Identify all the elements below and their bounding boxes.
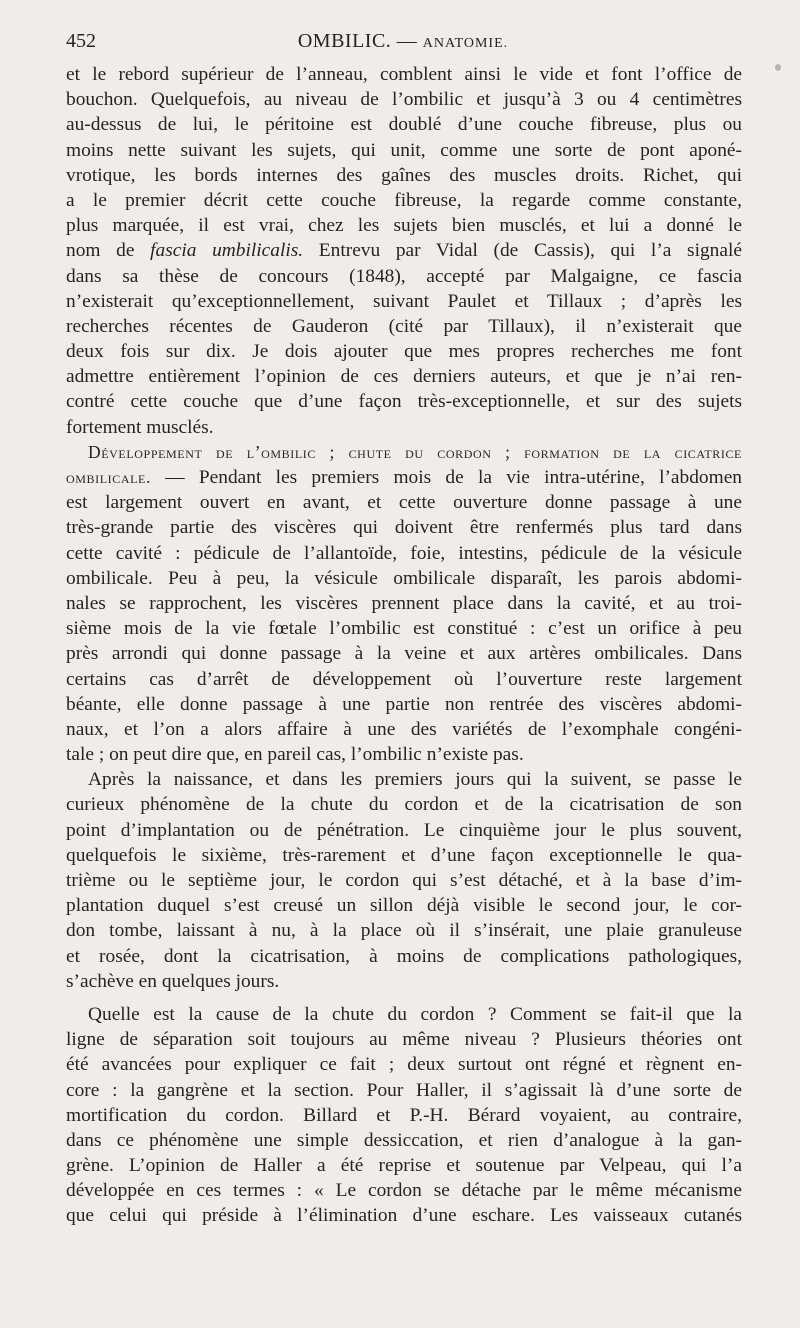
text-line: mortification du cordon. Billard et P.-H. Bérard voyaient, au contraire, [66, 1104, 742, 1126]
section-heading [66, 440, 742, 465]
text-segment: nom de [66, 240, 151, 262]
text-line: curieux phénomène de la chute du cordon et de la cicatrisation de son [66, 794, 742, 816]
section-heading-text: Développement de l’ombilic ; chute du cordon ; formation de la cicatrice [88, 441, 742, 462]
text-segment: — Pendant les premiers mois de la vie intra-utérine, l’abdomen [150, 467, 742, 488]
text-line: vrotique, les bords internes des gaînes des muscles droits. Richet, qui [66, 164, 742, 186]
text-line: point d’implantation ou de pénétration. Le cinquième jour le plus souvent, [66, 819, 742, 841]
text-line: plantation duquel s’est creusé un sillon déjà visible le second jour, le cor- [66, 895, 742, 917]
text-line: contré cette couche que d’une façon très-exceptionnelle, et sur des sujets [66, 391, 742, 413]
text-line: a le premier décrit cette couche fibreuse, la regarde comme constante, [66, 189, 742, 211]
body-text [66, 62, 742, 1229]
text-line: don tombe, laissant à nu, à la place où il s’insérait, une plaie granuleuse [66, 920, 742, 942]
text-line: développée en ces termes : « Le cordon se détache par le même mécanisme [66, 1180, 742, 1202]
section-heading-end: ombilicale. [66, 467, 151, 487]
text-line: Quelle est la cause de la chute du cordon ? Comment se fait-il que la [88, 1003, 742, 1025]
text-line: deux fois sur dix. Je dois ajouter que mes propres recherches me font [66, 341, 742, 363]
text-line: ombilicale. Peu à peu, la vésicule ombilicale disparaît, les parois abdomi- [66, 567, 742, 589]
text-line: s’achève en quelques jours. [66, 970, 280, 992]
text-line: dans sa thèse de concours (1848), accepté par Malgaigne, ce fascia [66, 265, 742, 287]
text-line: dans ce phénomène une simple dessiccation, et rien d’analogue à la gan- [66, 1129, 742, 1151]
text-line: grène. L’opinion de Haller a été reprise et soutenue par Velpeau, qui l’a [66, 1155, 742, 1177]
page-number: 452 [66, 30, 96, 52]
text-line: plus marquée, il est vrai, chez les sujets bien musclés, et lui a donné le [66, 215, 742, 237]
text-line: béante, elle donne passage à une partie non rentrée des viscères abdomi- [66, 693, 742, 715]
text-line: et le rebord supérieur de l’anneau, comblent ainsi le vide et font l’office de [66, 64, 742, 85]
text-line: fortement musclés. [66, 416, 214, 438]
text-line-with-italic [66, 238, 742, 263]
text-line: nales se rapprochent, les viscères prennent place dans la cavité, et au troi- [66, 592, 742, 614]
running-head-subtitle: ANATOMIE. [422, 36, 509, 51]
text-segment: Entrevu par Vidal (de Cassis), qui l’a signalé [303, 240, 742, 262]
text-line: sième mois de la vie fœtale l’ombilic est constitué : c’est un orifice à peu [66, 618, 742, 640]
text-line: tale ; on peut dire que, en pareil cas, l’ombilic n’existe pas. [66, 744, 524, 766]
text-line: certains cas d’arrêt de développement où l’ouverture reste largement [66, 668, 742, 690]
text-line: n’existerait qu’exceptionnellement, suivant Paulet et Tillaux ; d’après les [66, 290, 742, 312]
text-line: est largement ouvert en avant, et cette ouverture donne passage à une [66, 492, 742, 514]
text-line: près arrondi qui donne passage à la veine et aux artères ombilicales. Dans [66, 643, 742, 665]
text-line: bouchon. Quelquefois, au niveau de l’ombilic et jusqu’à 3 ou 4 centimètres [66, 89, 742, 111]
text-line: recherches récentes de Gauderon (cité par Tillaux), il n’existerait que [66, 315, 742, 337]
text-line: au-dessus de lui, le péritoine est doublé d’une couche fibreuse, plus ou [66, 114, 742, 136]
text-line: ligne de séparation soit toujours au même niveau ? Plusieurs théories ont [66, 1029, 742, 1051]
text-line: Après la naissance, et dans les premiers jours qui la suivent, se passe le [88, 769, 742, 791]
running-head-separator: — [391, 30, 423, 52]
text-line: naux, et l’on a alors affaire à une des variétés de l’exomphale congéni- [66, 718, 742, 740]
text-line: trième ou le septième jour, le cordon qui s’est détaché, et à la base d’im- [66, 870, 742, 891]
text-line: très-grande partie des viscères qui doivent être renfermés plus tard dans [66, 517, 742, 539]
text-line: quelquefois le sixième, très-rarement et d’une façon exceptionnelle le qua- [66, 844, 742, 866]
running-head-title: OMBILIC. [297, 30, 392, 52]
text-line: et rosée, dont la cicatrisation, à moins de complications pathologiques, [66, 945, 742, 967]
text-line: moins nette suivant les sujets, qui unit, comme une sorte de pont aponé- [66, 139, 742, 161]
text-line: que celui qui préside à l’élimination d’une eschare. Les vaisseaux cutanés [66, 1205, 742, 1227]
paper-speck [775, 64, 781, 71]
text-line: core : la gangrène et la section. Pour Haller, il s’agissait là d’une sorte de [66, 1079, 742, 1101]
text-line: admettre entièrement l’opinion de ces derniers auteurs, et que je n’ai ren- [66, 366, 742, 388]
italic-term: fascia umbilicalis. [150, 240, 304, 262]
paragraph-gap [66, 994, 742, 1002]
running-head [66, 30, 740, 53]
text-line: cette cavité : pédicule de l’allantoïde, foie, intestins, pédicule de la vésicule [66, 542, 742, 564]
page-header [66, 30, 740, 56]
text-line: été avancées pour expliquer ce fait ; deux surtout ont régné et règnent en- [66, 1054, 742, 1076]
text-line [66, 465, 742, 490]
